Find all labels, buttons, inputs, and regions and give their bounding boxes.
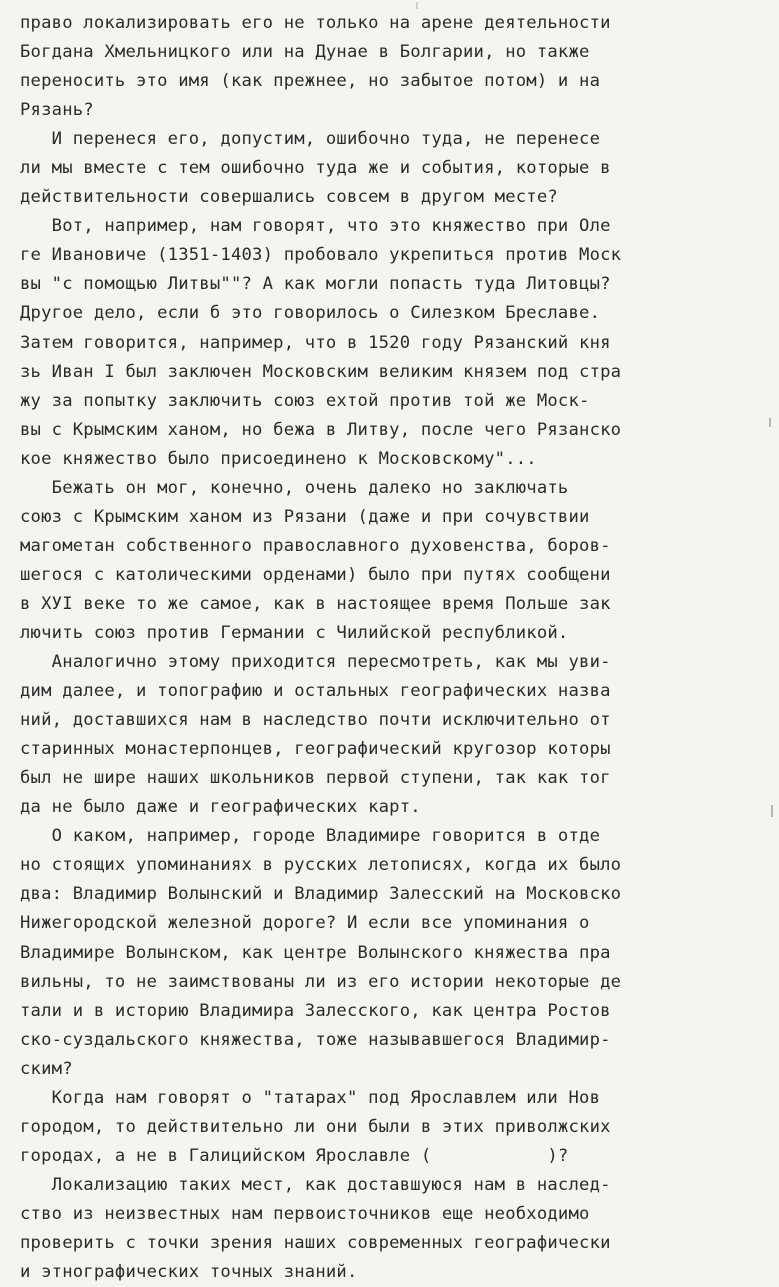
text-line: Богдана Хмельницкого или на Дунае в Болгарии, но также: [20, 42, 590, 63]
paragraph-5: [20, 648, 771, 822]
text-line: действительности совершались совсем в другом месте?: [20, 187, 558, 208]
paragraph-1: [20, 9, 771, 125]
text-line: жу за попытку заключить союз ехтой против той же Моск-: [20, 390, 590, 411]
text-line: кое княжество было присоединено к Московскому"...: [20, 448, 537, 469]
text-line: и этнографических точных знаний.: [20, 1262, 358, 1283]
text-line: да не было даже и географических карт.: [20, 797, 421, 818]
scan-mark: [771, 805, 773, 817]
text-line: Локализацию таких мест, как доставшуюся нам в наслед-: [20, 1174, 611, 1195]
text-line: Аналогично этому приходится пересмотреть, как мы уви-: [20, 652, 611, 673]
text-line: Бежать он мог, конечно, очень далеко но заключать: [20, 477, 569, 498]
paragraph-8: [20, 1171, 771, 1287]
paragraph-6: [20, 822, 771, 1083]
paragraph-7: [20, 1084, 771, 1171]
text-line: Когда нам говорят о "татарах" под Ярославлем или Нов: [20, 1087, 601, 1108]
text-line: магометан собственного православного духовенства, боров-: [20, 535, 611, 556]
text-line: ге Ивановиче (1351-1403) пробовало укрепиться против Моск: [20, 245, 622, 266]
scan-mark: [769, 418, 771, 427]
text-line: проверить с точки зрения наших современных географически: [20, 1232, 611, 1253]
text-line: городах, а не в Галицийском Ярославле ( )?: [20, 1145, 569, 1166]
paragraph-3: [20, 212, 771, 473]
text-line: зь Иван I был заключен Московским великим князем под стра: [20, 361, 622, 382]
text-line: переносить это имя (как прежнее, но забытое потом) и на: [20, 71, 601, 92]
text-line: вы "с помощью Литвы""? А как могли попасть туда Литовцы?: [20, 274, 611, 295]
paragraph-2: [20, 125, 771, 212]
text-line: ли мы вместе с тем ошибочно туда же и события, которые в: [20, 158, 611, 179]
text-line: вы с Крымским ханом, но бежа в Литву, после чего Рязанско: [20, 419, 622, 440]
text-line: ний, доставшихся нам в наследство почти исключительно от: [20, 710, 611, 731]
text-line: Другое дело, если б это говорилось о Силезком Бреславе.: [20, 303, 601, 324]
text-line: шегося с католическими орденами) было при путях сообщени: [20, 564, 611, 585]
text-line: городом, то действительно ли они были в этих приволжских: [20, 1116, 611, 1137]
text-line: союз с Крымским ханом из Рязани (даже и при сочувствии: [20, 506, 590, 527]
text-line: был не шире наших школьников первой ступени, так как тог: [20, 768, 611, 789]
text-line: лючить союз против Германии с Чилийской республикой.: [20, 622, 569, 643]
text-line: Рязань?: [20, 100, 94, 121]
text-line: ско-суздальского княжества, тоже называвшегося Владимир-: [20, 1029, 611, 1050]
text-line: в ХУI веке то же самое, как в настоящее время Польше зак: [20, 593, 611, 614]
text-line: Нижегородской железной дороге? И если все упоминания о: [20, 913, 590, 934]
text-line: Владимире Волынском, как центре Волынского княжества пра: [20, 942, 611, 963]
text-line: Вот, например, нам говорят, что это княжество при Оле: [20, 216, 611, 237]
text-line: ским?: [20, 1058, 73, 1079]
text-line: старинных монастерпонцев, географический кругозор которы: [20, 739, 611, 760]
scan-mark: [416, 2, 418, 9]
text-line: О каком, например, городе Владимире говорится в отде: [20, 826, 601, 847]
text-line: тали и в историю Владимира Залесского, как центра Ростов: [20, 1000, 611, 1021]
text-line: но стоящих упоминаниях в русских летописях, когда их было: [20, 855, 622, 876]
text-line: И перенеся его, допустим, ошибочно туда, не перенесе: [20, 129, 601, 150]
text-line: вильны, то не заимствованы ли из его истории некоторые де: [20, 971, 622, 992]
text-line: дим далее, и топографию и остальных географических назва: [20, 681, 611, 702]
text-line: два: Владимир Волынский и Владимир Залесский на Московско: [20, 884, 622, 905]
text-line: ство из неизвестных нам первоисточников еще необходимо: [20, 1203, 590, 1224]
text-line: право локализировать его не только на арене деятельности: [20, 13, 611, 33]
text-line: Затем говорится, например, что в 1520 году Рязанский кня: [20, 332, 611, 353]
paragraph-4: [20, 474, 771, 648]
